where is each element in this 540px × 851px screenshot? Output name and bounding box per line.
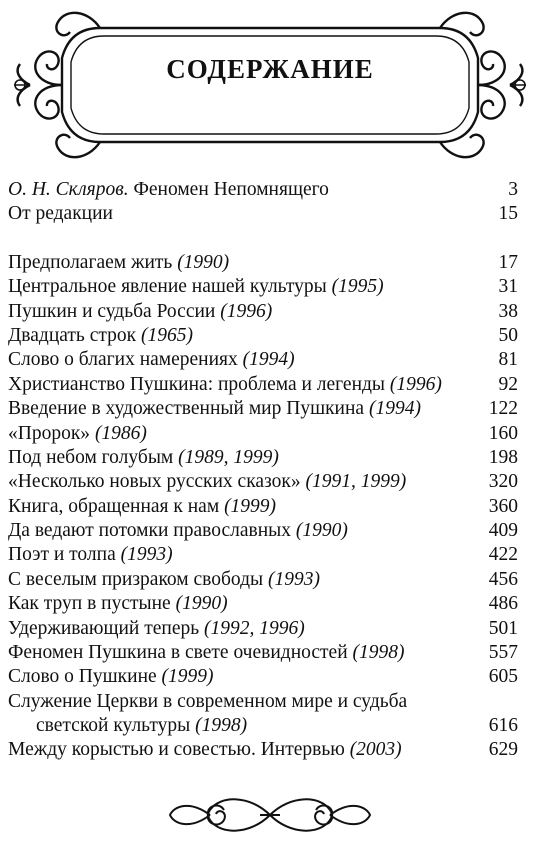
toc-entry <box>8 568 518 592</box>
toc-entry-year: (1999) <box>161 666 214 688</box>
toc-entry <box>8 178 518 202</box>
toc-entry <box>8 446 518 470</box>
toc-entry-title-text: Пушкин и судьба России <box>8 300 221 322</box>
toc-entry-title-text: Слово о благих намерениях <box>8 349 243 371</box>
toc-entry-year: (1999) <box>224 495 277 517</box>
toc-entry-title-text: Двадцать строк <box>8 324 141 346</box>
toc-entry-page-number: 15 <box>498 203 518 225</box>
toc-entry-year: (1991, 1999) <box>305 471 407 493</box>
toc-entry-title-text: Как труп в пустыне <box>8 593 176 615</box>
toc-entry-title <box>8 543 173 567</box>
toc-entry-page-number: 557 <box>488 642 518 664</box>
toc-entry-year: (1993) <box>120 544 173 566</box>
toc-entry-title <box>8 470 406 494</box>
toc-entry-title <box>8 617 305 641</box>
toc-entry-year: (1992, 1996) <box>204 617 305 639</box>
toc-entry-year: (1986) <box>94 422 147 444</box>
toc-entry <box>8 373 518 397</box>
toc-entry <box>8 592 518 616</box>
toc-entry-title-text: С веселым призраком свободы <box>8 568 269 590</box>
toc-entry-page-number: 31 <box>498 276 518 298</box>
toc-entry-title <box>8 592 228 616</box>
toc-entry-title-line2: светской культуры (1998) <box>36 715 248 737</box>
toc-entry <box>8 641 518 665</box>
toc-entry-page-number: 160 <box>488 422 518 444</box>
toc-entry-title-text: Введение в художественный мир Пушкина <box>8 398 369 420</box>
toc-entry <box>8 397 518 421</box>
toc-entry-title-text: Служение Церкви в современном мире и судьба <box>8 690 408 712</box>
toc-entry-title-text: Поэт и толпа <box>8 544 121 566</box>
toc-entry-page-number: 409 <box>488 520 518 542</box>
toc-entry-title <box>8 568 320 592</box>
toc-entry-year: (1990) <box>295 520 348 542</box>
toc-entry-title-text: «Несколько новых русских сказок» <box>8 471 306 493</box>
toc-entry-title <box>8 665 214 689</box>
toc-entry-page-number: 92 <box>498 373 518 395</box>
toc-entry-title-text: Книга, обращенная к нам <box>8 495 225 517</box>
decorative-title-frame <box>0 0 540 170</box>
toc-entry-year: (1995) <box>331 276 384 298</box>
toc-entry-title <box>8 324 193 348</box>
toc-entry <box>8 665 518 689</box>
toc-entry-title-text: Да ведают потомки православных <box>8 520 296 542</box>
toc-entry-year: (1990) <box>175 593 228 615</box>
toc-entry-page-number: 17 <box>498 251 518 273</box>
toc-entry-title <box>8 178 329 202</box>
toc-entry-page-number: 501 <box>488 617 518 639</box>
toc-entry-title-text: Центральное явление нашей культуры <box>8 276 332 298</box>
toc-entry <box>8 422 518 446</box>
toc-entry-author: О. Н. Скляров. <box>8 179 129 200</box>
toc-entry-page-number: 616 <box>488 714 518 736</box>
toc-entry-page-number: 122 <box>488 398 518 420</box>
toc-entry-page-number: 456 <box>488 568 518 590</box>
toc-entry <box>8 300 518 324</box>
toc-entry-title <box>8 690 407 739</box>
toc-entry-title <box>8 373 442 397</box>
toc-entry-year: (1996) <box>389 373 442 395</box>
toc-entry <box>8 251 518 275</box>
toc-entry-page-number: 422 <box>488 544 518 566</box>
toc-entry-title <box>8 641 405 665</box>
toc-entry-page-number: 81 <box>498 349 518 371</box>
toc-entry-title-text: Феномен Непомнящего <box>128 179 329 200</box>
toc-entry <box>8 324 518 348</box>
toc-entry-title <box>8 495 276 519</box>
toc-entry <box>8 543 518 567</box>
toc-entry <box>8 495 518 519</box>
toc-entry-title-text: Феномен Пушкина в свете очевидностей <box>8 642 353 664</box>
toc-entry <box>8 470 518 494</box>
toc-entry-page-number: 3 <box>508 179 518 200</box>
toc-entry-title-text: Предполагаем жить <box>8 251 178 273</box>
toc-entry-title <box>8 251 229 275</box>
toc-entry-year: (2003) <box>349 738 402 760</box>
toc-entry-title <box>8 422 147 446</box>
toc-entry <box>8 519 518 543</box>
toc-entry-page-number: 50 <box>498 324 518 346</box>
toc-entry-year: (1994) <box>242 349 295 371</box>
toc-entry-page-number: 629 <box>488 738 518 760</box>
toc-entry-page-number: 605 <box>488 666 518 688</box>
toc-entry-year: (1994) <box>368 398 421 420</box>
decorative-ornament <box>160 790 380 840</box>
toc-entry <box>8 617 518 641</box>
toc-entry <box>8 275 518 299</box>
toc-entry-title <box>8 397 421 421</box>
toc-entry-title-text: Под небом голубым <box>8 446 179 468</box>
toc-entry-title-text: Слово о Пушкине <box>8 666 162 688</box>
toc-entry-year: (1965) <box>140 324 193 346</box>
toc-entry-year: (1993) <box>268 568 321 590</box>
toc-entry-title-text: Между корыстью и совестью. Интервью <box>8 738 350 760</box>
toc-entry-year: (1996) <box>220 300 273 322</box>
toc-entry-title <box>8 738 402 762</box>
toc-entry-page-number: 198 <box>488 446 518 468</box>
page-title: СОДЕРЖАНИЕ <box>166 54 374 84</box>
toc-entry-year: (1990) <box>177 251 230 273</box>
toc-entry <box>8 202 518 226</box>
toc-entry-title-text: Удерживающий теперь <box>8 617 205 639</box>
table-of-contents <box>8 178 518 762</box>
toc-entry <box>8 690 518 738</box>
toc-entry-title-text: «Пророк» <box>8 422 95 444</box>
toc-entry-page-number: 360 <box>488 495 518 517</box>
toc-entry-year: (1989, 1999) <box>178 446 279 468</box>
toc-entry-title-text: Христианство Пушкина: проблема и легенды <box>8 373 390 395</box>
toc-entry <box>8 348 518 372</box>
toc-entry-title-text: От редакции <box>8 203 113 225</box>
toc-entry-page-number: 38 <box>498 300 518 322</box>
toc-entry <box>8 738 518 762</box>
toc-entry-title <box>8 446 279 470</box>
toc-entry-title <box>8 348 295 372</box>
toc-entry-title <box>8 275 384 299</box>
toc-entry-title <box>8 519 348 543</box>
toc-entry-page-number: 320 <box>488 471 518 493</box>
toc-entry-title <box>8 300 272 324</box>
toc-entry-year: (1998) <box>195 715 248 737</box>
toc-entry-year: (1998) <box>352 642 405 664</box>
toc-entry-title <box>8 202 113 226</box>
toc-entry-page-number: 486 <box>488 593 518 615</box>
